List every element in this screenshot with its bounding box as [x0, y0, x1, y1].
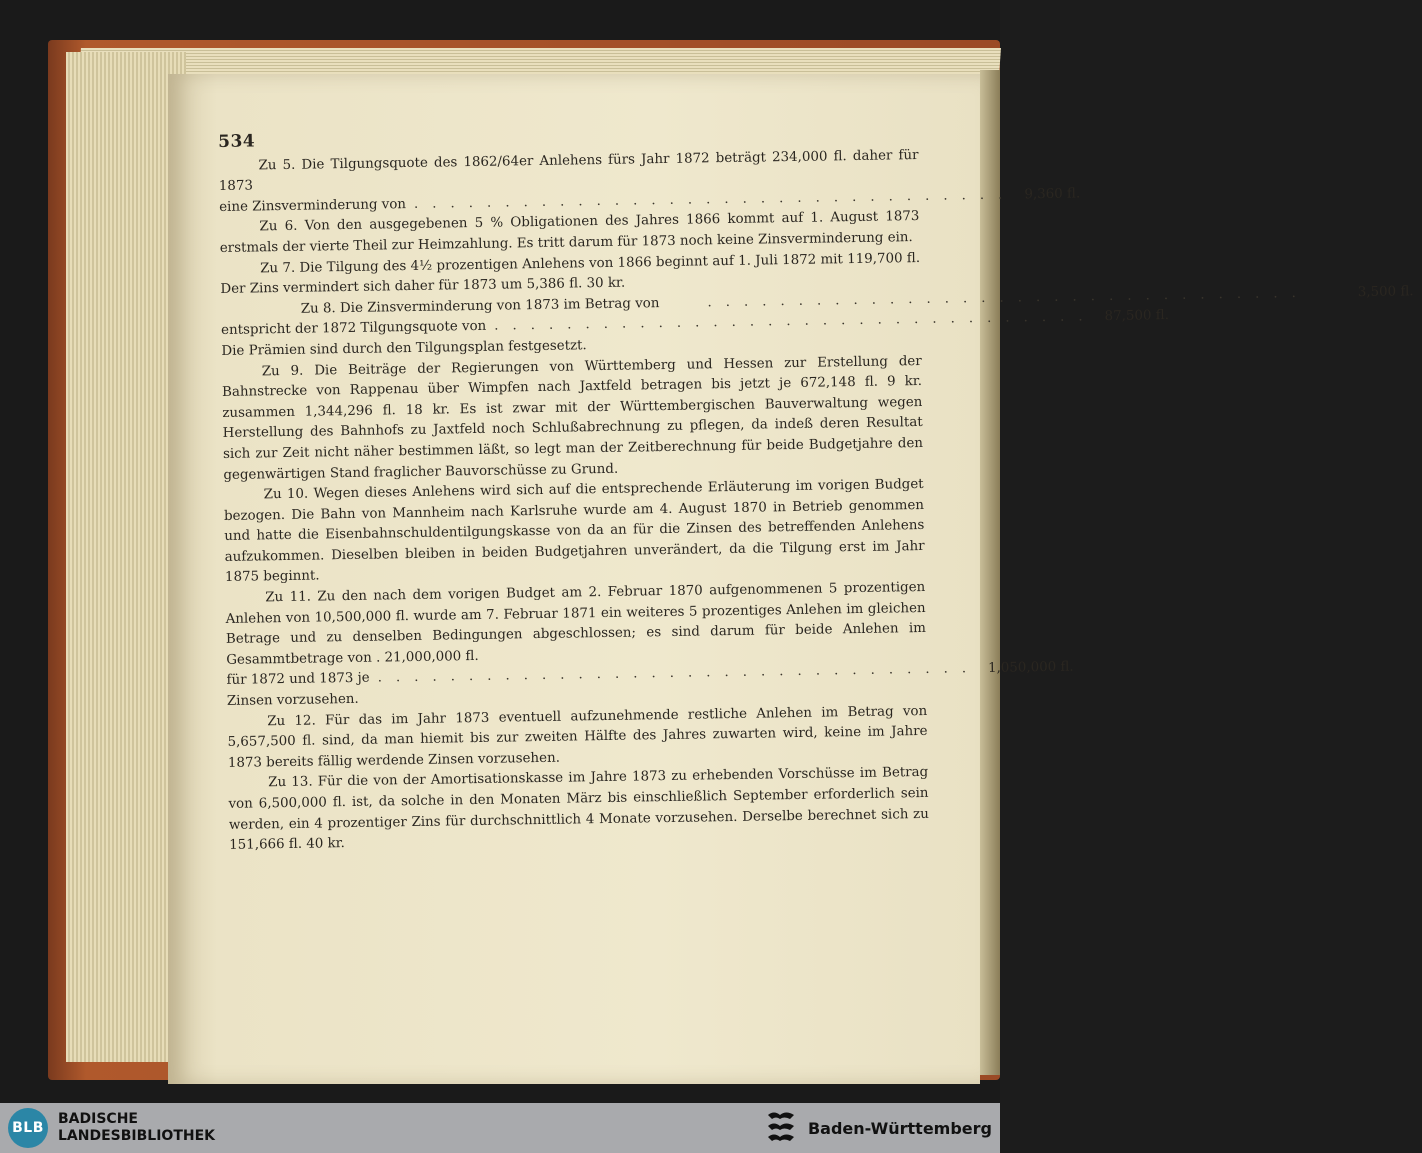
viewer-footer — [0, 1103, 1000, 1153]
blb-branding[interactable] — [8, 1108, 215, 1148]
page-edge-right — [980, 70, 1000, 1075]
amount-value: 3,500 fl. — [1357, 283, 1414, 300]
paragraph: Zu 10. Wegen dieses Anlehens wird sich auf die entsprechende Erläuterung im vorigen Budget bezogen. Die Bahn von Mannheim nach Karlsruhe wurde am 4. August 1870 in Betrieb genommen und hatte die Eisenbahnschuldentilgungskasse von da an für die Zinsen des betreffenden Anlehens aufzukommen. Dieselben bleiben in beiden Budgetjahren unverändert, da die Tilgung erst im Jahr 1875 beginnt. — [223, 477, 925, 586]
library-name — [58, 1111, 215, 1145]
paragraph: Zu 12. Für das im Jahr 1873 eventuell aufzunehmende restliche Anlehen im Betrag von 5,657,500 fl. sind, da man hiemit bis zur zweiten Hälfte des Jahres zuwarten wird, keine im Jahre 1873 bereits fällig werdende Zinsen vorzusehen. — [227, 703, 928, 771]
amount-label: Zu 8. Die Zinsverminderung von 1873 im Betrag von — [300, 295, 660, 317]
leader-dots: ................................. — [377, 661, 981, 686]
paragraph: Zinsen vorzusehen. — [226, 691, 359, 709]
leader-dots: ................................. — [413, 187, 1017, 212]
library-name-line2: LANDESBIBLIOTHEK — [58, 1128, 216, 1144]
page-text — [218, 121, 1414, 857]
state-coat-of-arms-icon — [764, 1109, 798, 1147]
paragraph: Die Prämien sind durch den Tilgungsplan festgesetzt. — [221, 338, 587, 359]
amount-value: 9,360 fl. — [1024, 186, 1081, 203]
amount-label: entspricht der 1872 Tilgungsquote von — [221, 319, 487, 339]
state-name: Baden-Württemberg — [807, 1118, 992, 1138]
paragraph: Zu 7. Die Tilgung des 4½ prozentigen Anlehens von 1866 beginnt auf 1. Juli 1872 mit 119,700 fl. Der Zins vermindert sich daher für 1873 um 5,386 fl. 30 kr. — [220, 250, 921, 298]
page-number: 534 — [218, 131, 256, 152]
amount-value: 87,500 fl. — [1104, 308, 1170, 325]
paragraph: Zu 11. Zu den nach dem vorigen Budget am 2. Februar 1870 aufgenommenen 5 prozentigen Anlehen von 10,500,000 fl. wurde am 7. Februar 1871 ein weiteres 5 prozentiges Anlehen im gleichen Betrage und zu denselben Bedingungen abgeschlossen; es sind darum für beide Anlehen im Gesammtbetrage von . 21,000,000 fl. — [225, 580, 927, 668]
leader-dots: ................................. — [494, 309, 1097, 335]
blb-logo-icon: BLB — [8, 1108, 48, 1148]
paragraph: Zu 5. Die Tilgungsquote des 1862/64er Anlehens fürs Jahr 1872 beträgt 234,000 fl. daher für 1873 — [218, 147, 919, 195]
paragraph: Zu 6. Von den ausgegebenen 5 % Obligationen des Jahres 1866 kommt auf 1. August 1873 erstmals der vierte Theil zur Heimzahlung. Es tritt darum für 1873 noch keine Zinsverminderung ein. — [219, 209, 920, 256]
amount-label: für 1872 und 1873 je — [226, 671, 370, 689]
amount-label: eine Zinsverminderung von — [219, 196, 407, 215]
library-name-line1: BADISCHE — [58, 1111, 138, 1127]
leader-dots: ................................. — [707, 285, 1310, 311]
paragraph: Zu 9. Die Beiträge der Regierungen von Württemberg und Hessen zur Erstellung der Bahnstrecke von Rappenau über Wimpfen nach Jaxtfeld betragen bis jetzt je 672,148 fl. 9 kr. zusammen 1,344,296 fl. 18 kr. Es ist zwar mit der Württembergischen Bauverwaltung wegen Herstellung des Bahnhofs zu Jaxtfeld noch Schlußabrechnung zu pflegen, da indeß deren Resultat sich zur Zeit nicht näher bestimmen läßt, so legt man der Zeitberechnung für beide Budgetjahre den gegenwärtigen Stand fraglicher Bauvorschüsse zu Grund. — [221, 353, 924, 483]
amount-value: 1,050,000 fl. — [987, 660, 1074, 677]
state-branding[interactable] — [764, 1109, 992, 1147]
paragraph: Zu 13. Für die von der Amortisationskasse im Jahre 1873 zu erhebenden Vorschüsse im Betrag von 6,500,000 fl. ist, da solche in den Monaten März bis einschließlich September erforderlich sein werden, ein 4 prozentiger Zins für durchschnittlich 4 Monate vorzusehen. Derselbe berechnet sich zu 151,666 fl. 40 kr. — [228, 765, 929, 854]
page-stack-top — [79, 48, 1001, 76]
